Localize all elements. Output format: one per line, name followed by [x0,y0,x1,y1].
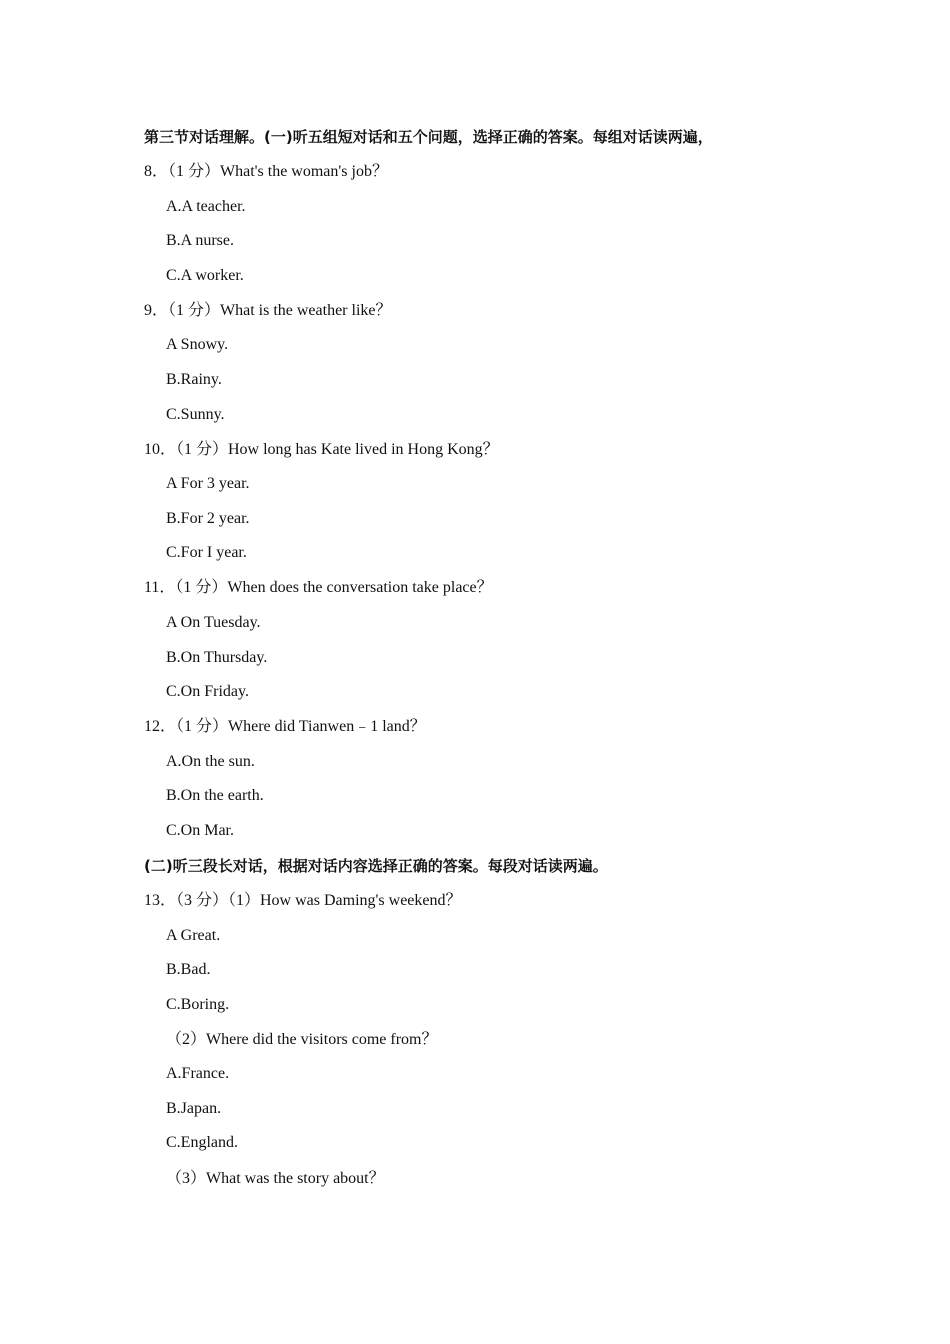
question-9-option-a[interactable]: A Snowy. [166,336,229,353]
question-9-option-b[interactable]: B.Rainy. [166,371,222,388]
question-11-stem: 11．（1 分）When does the conversation take place？ [144,579,493,596]
question-13-2-option-a[interactable]: A.France. [166,1065,230,1082]
question-13-stem: 13．（3 分）（1）How was Daming's weekend？ [144,892,462,909]
question-13-1-option-c[interactable]: C.Boring. [166,996,230,1013]
part2-heading: (二)听三段长对话，根据对话内容选择正确的答案。每段对话读两遍。 [144,857,608,875]
question-8-stem: 8．（1 分）What's the woman's job？ [144,163,388,180]
question-9-stem: 9．（1 分）What is the weather like？ [144,302,392,319]
question-12-option-c[interactable]: C.On Mar. [166,822,234,839]
question-12-stem: 12．（1 分）Where did Tianwen﹣1 land？ [144,718,426,735]
question-8-option-a[interactable]: A.A teacher. [166,198,246,215]
question-10-option-c[interactable]: C.For I year. [166,544,247,561]
question-10-stem: 10．（1 分）How long has Kate lived in Hong Kong？ [144,441,499,458]
question-13-2-option-b[interactable]: B.Japan. [166,1100,222,1117]
question-13-1-option-b[interactable]: B.Bad. [166,961,211,978]
question-13-2-option-c[interactable]: C.England. [166,1134,238,1151]
question-12-option-b[interactable]: B.On the earth. [166,787,264,804]
question-10-option-b[interactable]: B.For 2 year. [166,510,250,527]
question-11-option-a[interactable]: A On Tuesday. [166,614,261,631]
question-8-option-c[interactable]: C.A worker. [166,267,244,284]
question-11-option-b[interactable]: B.On Thursday. [166,649,268,666]
question-10-option-a[interactable]: A For 3 year. [166,475,250,492]
question-13-sub-3: （3）What was the story about？ [166,1170,385,1187]
question-8-option-b[interactable]: B.A nurse. [166,232,234,249]
question-12-option-a[interactable]: A.On the sun. [166,753,255,770]
question-13-sub-2: （2）Where did the visitors come from？ [166,1031,438,1048]
question-9-option-c[interactable]: C.Sunny. [166,406,225,423]
question-13-1-option-a[interactable]: A Great. [166,927,221,944]
section3-heading: 第三节对话理解。(一)听五组短对话和五个问题，选择正确的答案。每组对话读两遍， [144,128,713,146]
question-11-option-c[interactable]: C.On Friday. [166,683,249,700]
